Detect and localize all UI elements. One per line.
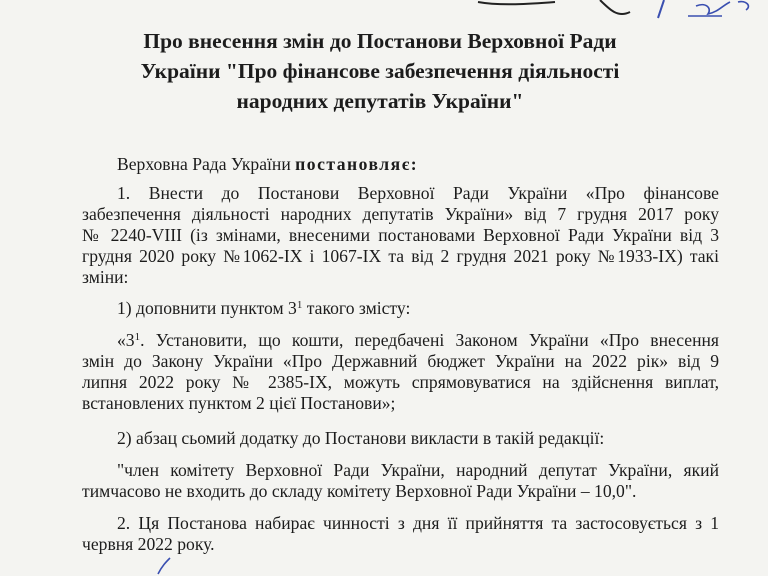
subitem-2: 2) абзац сьомий додатку до Постанови викласти в такій редакції: <box>117 428 605 448</box>
quote-1-line-3: липня 2022 року № 2385-IX, можуть спрямовуватися на здійснення виплат, <box>82 372 719 392</box>
item-2-line-2: червня 2022 року. <box>82 534 215 554</box>
quote-2-line-1: "член комітету Верховної Ради України, народний депутат України, який <box>117 460 719 480</box>
subitem-1 <box>117 298 410 319</box>
item-1-line-1: 1. Внести до Постанови Верховної Ради України «Про фінансове <box>117 183 719 203</box>
document-title <box>100 26 660 116</box>
item-1-line-3: № 2240-VIII (із змінами, внесеними постановами Верховної Ради України від 3 <box>82 225 719 245</box>
item-1-line-2: забезпечення діяльності народних депутатів України» від 7 грудня 2017 року <box>82 204 719 224</box>
quote-1-line-1 <box>117 330 719 351</box>
title-line-2: України "Про фінансове забезпечення діяльності <box>140 59 620 83</box>
subitem-1-sup: 1 <box>296 299 303 311</box>
quote-1-post: . Установити, що кошти, передбачені Законом України «Про внесення <box>140 330 719 350</box>
handwritten-mark-top <box>460 0 768 26</box>
subitem-1-text: 1) доповнити пунктом 3 <box>117 298 297 318</box>
title-line-1: Про внесення змін до Постанови Верховної Ради <box>143 29 617 53</box>
intro-text: Верховна Рада України <box>117 154 291 174</box>
quote-1-line-4: встановлених пунктом 2 цієї Постанови»; <box>82 393 396 413</box>
quote-1-pre: «3 <box>117 330 135 350</box>
item-1-line-5: зміни: <box>82 267 129 287</box>
intro-paragraph <box>117 154 418 175</box>
quote-1-line-2: змін до Закону України «Про Державний бюджет України на 2022 рік» від 9 <box>82 351 719 371</box>
quote-1-sup: 1 <box>134 331 141 343</box>
quote-2-line-2: тимчасово не входить до складу комітету Верховної Ради України – 10,0". <box>82 481 637 501</box>
handwritten-mark-bottom <box>120 556 240 576</box>
title-line-3: народних депутатів України" <box>236 89 524 113</box>
item-2-line-1: 2. Ця Постанова набирає чинності з дня її прийняття та застосовується з 1 <box>117 513 719 533</box>
item-1-line-4: грудня 2020 року №1062-IX і 1067-IX та від 2 грудня 2021 року №1933-IX) такі <box>82 246 719 266</box>
subitem-1-after: такого змісту: <box>302 298 411 318</box>
intro-bold: постановляє: <box>295 154 419 174</box>
